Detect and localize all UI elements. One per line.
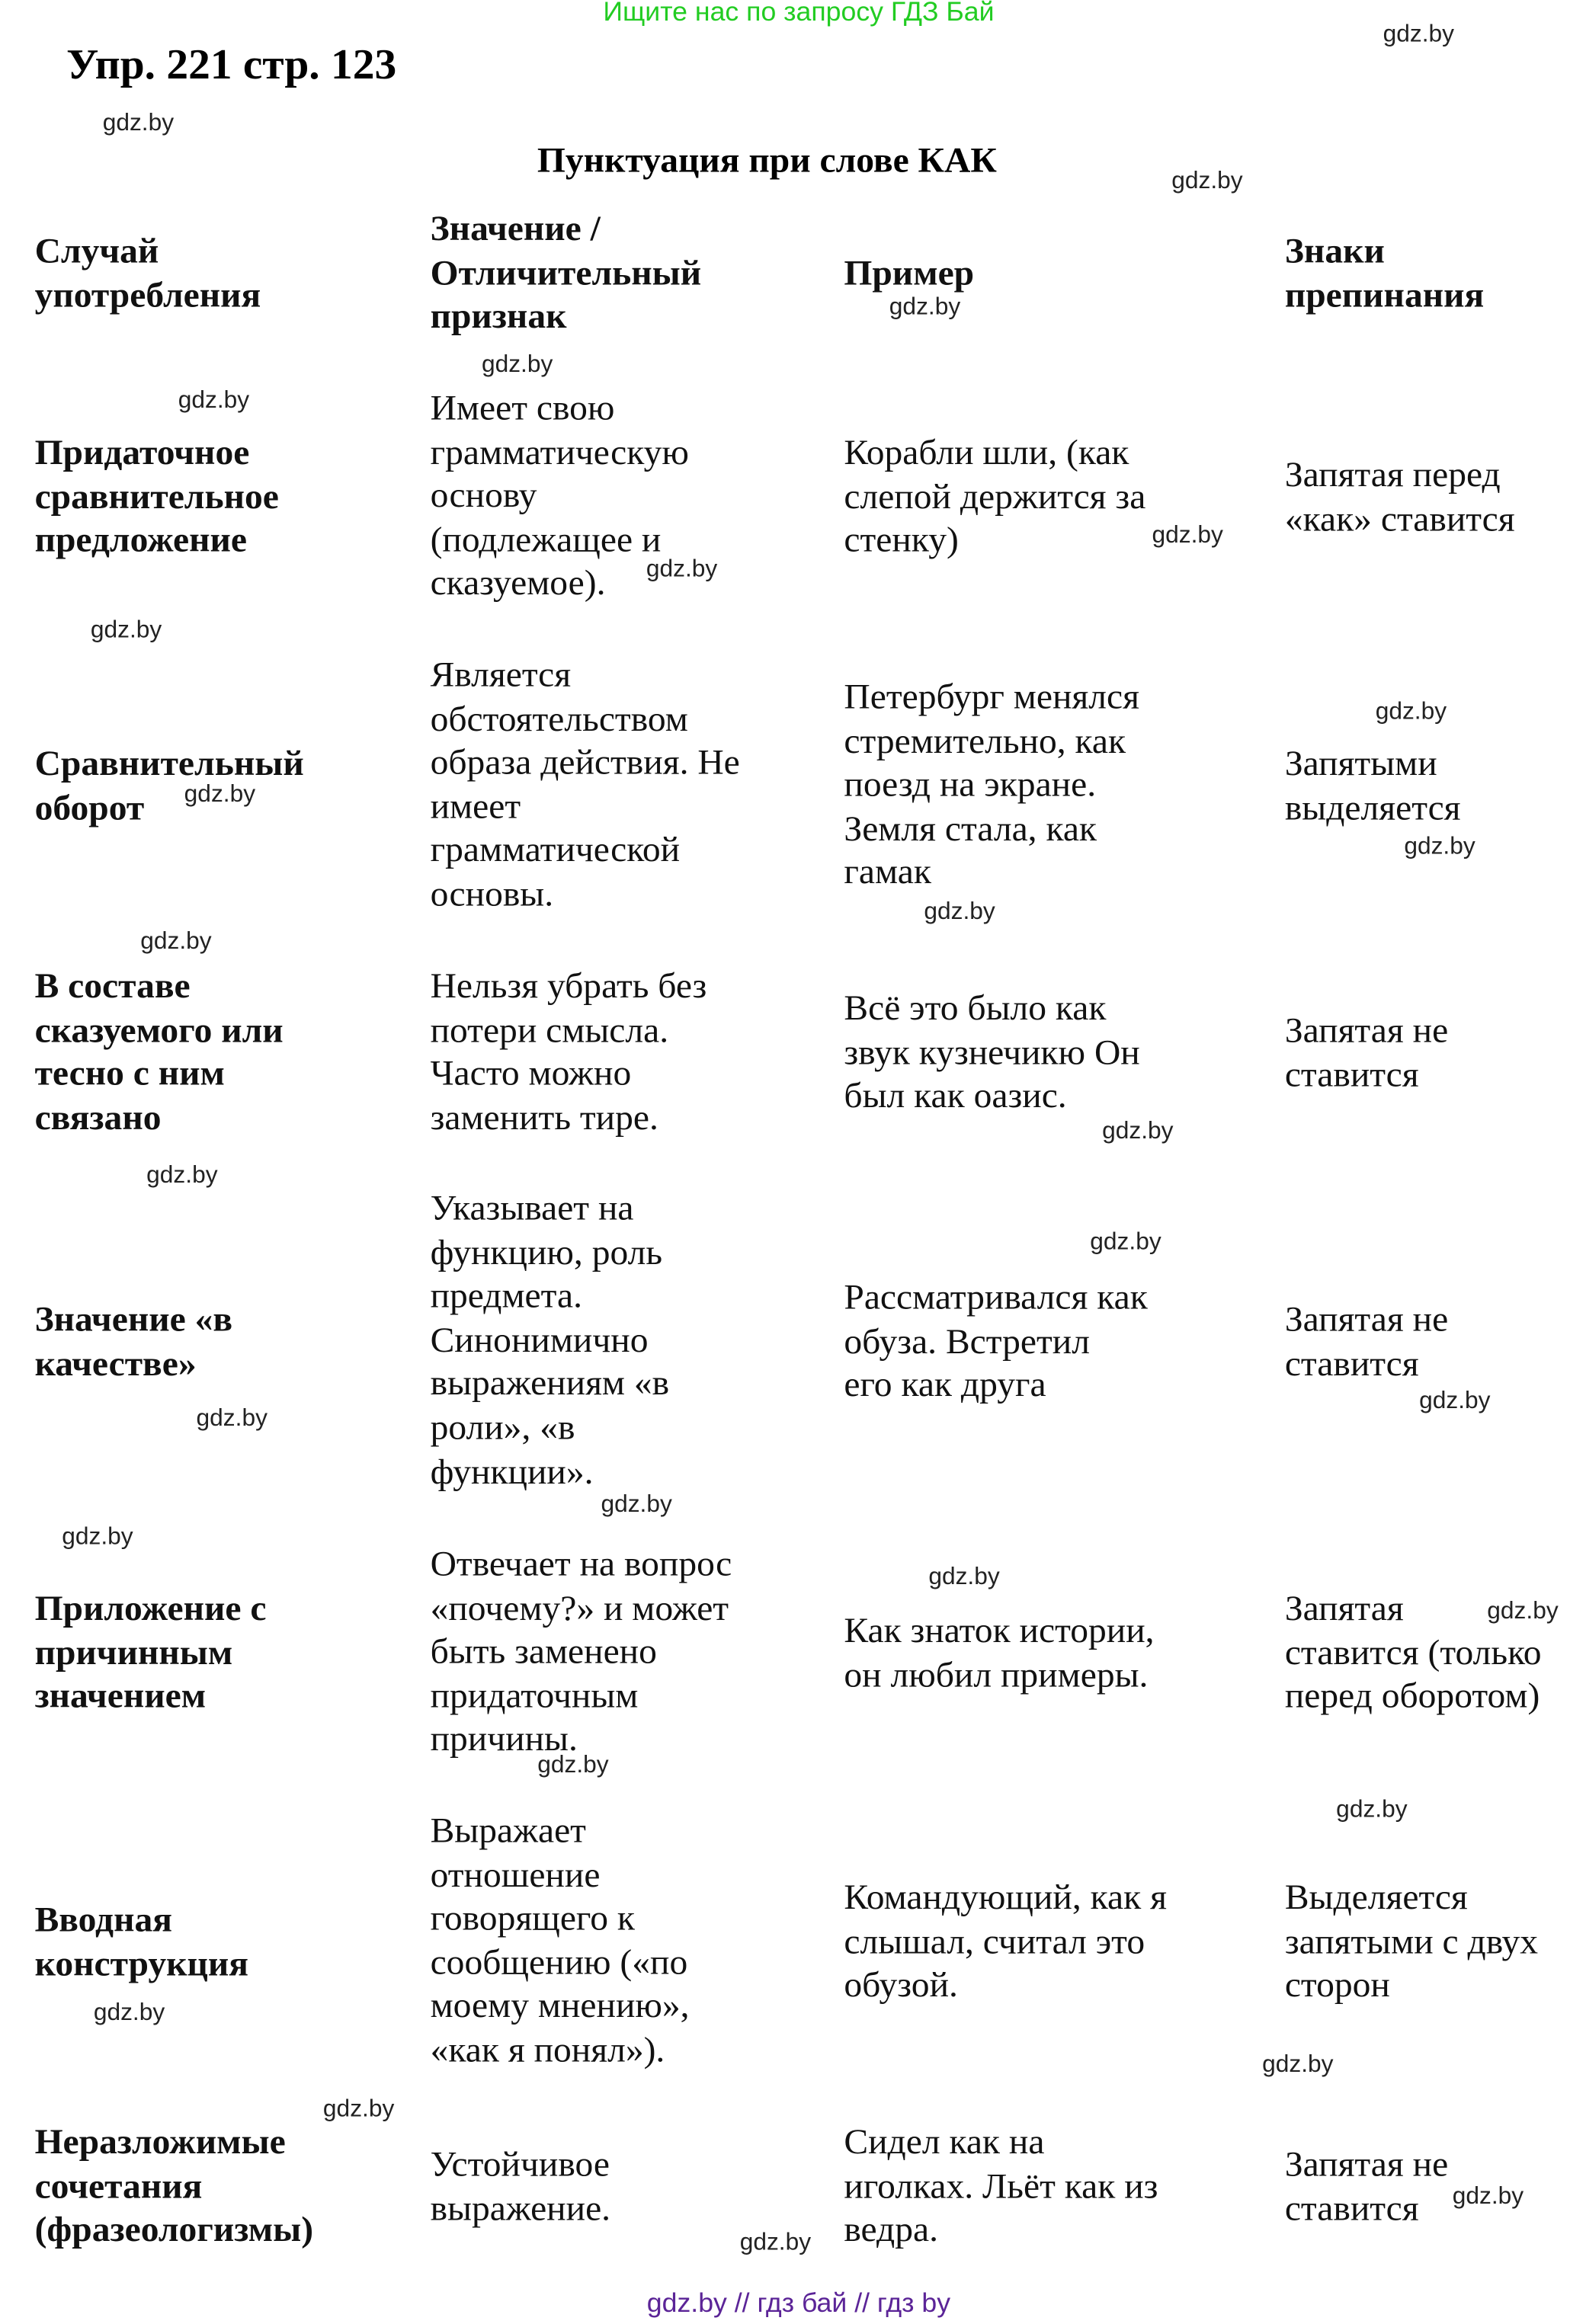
watermark: gdz.by: [184, 782, 256, 808]
row-2-meaning: Является обстоятельством образа действия. Не имеет грамматической основы.: [430, 656, 740, 915]
watermark: gdz.by: [93, 2000, 165, 2026]
row-7-case: Неразложимые сочетания (фразеологизмы): [34, 2124, 314, 2250]
row-1-example: Корабли шли, (как слепой держится за стенку): [844, 434, 1146, 561]
watermark: gdz.by: [739, 2230, 812, 2256]
row-2-case: Сравнительный оборот: [34, 745, 304, 828]
watermark: gdz.by: [1383, 22, 1454, 48]
row-2-punctuation: Запятыми выделяется: [1284, 745, 1461, 828]
row-4-example: Рассматривался как обуза. Встретил его как друга: [844, 1279, 1148, 1406]
row-6-meaning: Выражает отношение говорящего к сообщению («по моему мнению», «как я понял»).: [430, 1812, 690, 2071]
row-1-case: Придаточное сравнительное предложение: [34, 434, 279, 561]
watermark: gdz.by: [646, 557, 718, 583]
row-4-meaning: Указывает на функцию, роль предмета. Синонимично выражениям «в роли», «в функции».: [430, 1189, 670, 1492]
row-7-punctuation: Запятая не ставится: [1284, 2146, 1449, 2229]
watermark: gdz.by: [1152, 523, 1223, 549]
watermark: gdz.by: [601, 1492, 672, 1518]
footer-links[interactable]: gdz.by // гдз бай // гдз by: [646, 2288, 951, 2318]
watermark: gdz.by: [178, 388, 250, 414]
watermark: gdz.by: [102, 110, 175, 136]
row-1-punctuation: Запятая перед «как» ставится: [1284, 456, 1515, 539]
row-7-meaning: Устойчивое выражение.: [430, 2146, 611, 2229]
watermark: gdz.by: [1102, 1119, 1174, 1144]
watermark: gdz.by: [1487, 1599, 1559, 1625]
watermark: gdz.by: [1404, 834, 1475, 860]
row-3-punctuation: Запятая не ставится: [1284, 1012, 1449, 1095]
header-punctuation: Знаки препинания: [1284, 232, 1485, 315]
header-example: Пример: [844, 254, 975, 294]
search-banner: Ищите нас по запросу ГДЗ Бай: [603, 0, 995, 27]
watermark: gdz.by: [1262, 2052, 1334, 2078]
row-5-meaning: Отвечает на вопрос «почему?» и может быть заменено придаточным причины.: [430, 1545, 732, 1760]
watermark: gdz.by: [62, 1525, 133, 1551]
watermark: gdz.by: [140, 929, 212, 955]
row-7-example: Сидел как на иголках. Льёт как из ведра.: [844, 2124, 1158, 2250]
row-6-example: Командующий, как я слышал, считал это обузой.: [844, 1879, 1168, 2005]
table-title: Пунктуация при слове КАК: [537, 142, 997, 181]
header-meaning: Значение / Отличительный признак: [430, 210, 702, 337]
row-4-punctuation: Запятая не ставится: [1284, 1301, 1449, 1384]
watermark: gdz.by: [1171, 168, 1243, 194]
row-3-example: Всё это было как звук кузнечикю Он был как оазис.: [844, 990, 1140, 1116]
watermark: gdz.by: [889, 295, 961, 321]
watermark: gdz.by: [90, 618, 162, 644]
watermark: gdz.by: [1336, 1797, 1408, 1823]
watermark: gdz.by: [1090, 1230, 1161, 1256]
row-5-example: Как знаток истории, он любил примеры.: [844, 1612, 1155, 1695]
row-3-case: В составе сказуемого или тесно с ним связано: [34, 968, 284, 1138]
watermark: gdz.by: [322, 2097, 395, 2123]
watermark: gdz.by: [1375, 699, 1447, 725]
watermark: gdz.by: [481, 352, 553, 378]
row-5-punctuation: Запятая ставится (только перед оборотом): [1284, 1589, 1542, 1717]
row-6-case: Вводная конструкция: [34, 1901, 249, 1984]
row-1-meaning: Имеет свою грамматическую основу (подлежащее и сказуемое).: [430, 389, 689, 604]
watermark: gdz.by: [1452, 2184, 1524, 2210]
exercise-heading: Упр. 221 стр. 123: [66, 41, 397, 89]
watermark: gdz.by: [1419, 1388, 1491, 1414]
watermark: gdz.by: [928, 1564, 1000, 1590]
row-4-case: Значение «в качестве»: [34, 1301, 233, 1384]
row-3-meaning: Нельзя убрать без потери смысла. Часто можно заменить тире.: [430, 968, 707, 1138]
header-case: Случай употребления: [34, 232, 261, 315]
row-6-punctuation: Выделяется запятыми с двух сторон: [1284, 1879, 1539, 2005]
watermark: gdz.by: [924, 899, 995, 925]
watermark: gdz.by: [537, 1753, 609, 1778]
row-5-case: Приложение с причинным значением: [34, 1589, 267, 1717]
row-2-example: Петербург менялся стремительно, как поезд на экране. Земля стала, как гамак: [844, 678, 1139, 893]
watermark: gdz.by: [196, 1406, 268, 1432]
watermark: gdz.by: [146, 1163, 218, 1189]
